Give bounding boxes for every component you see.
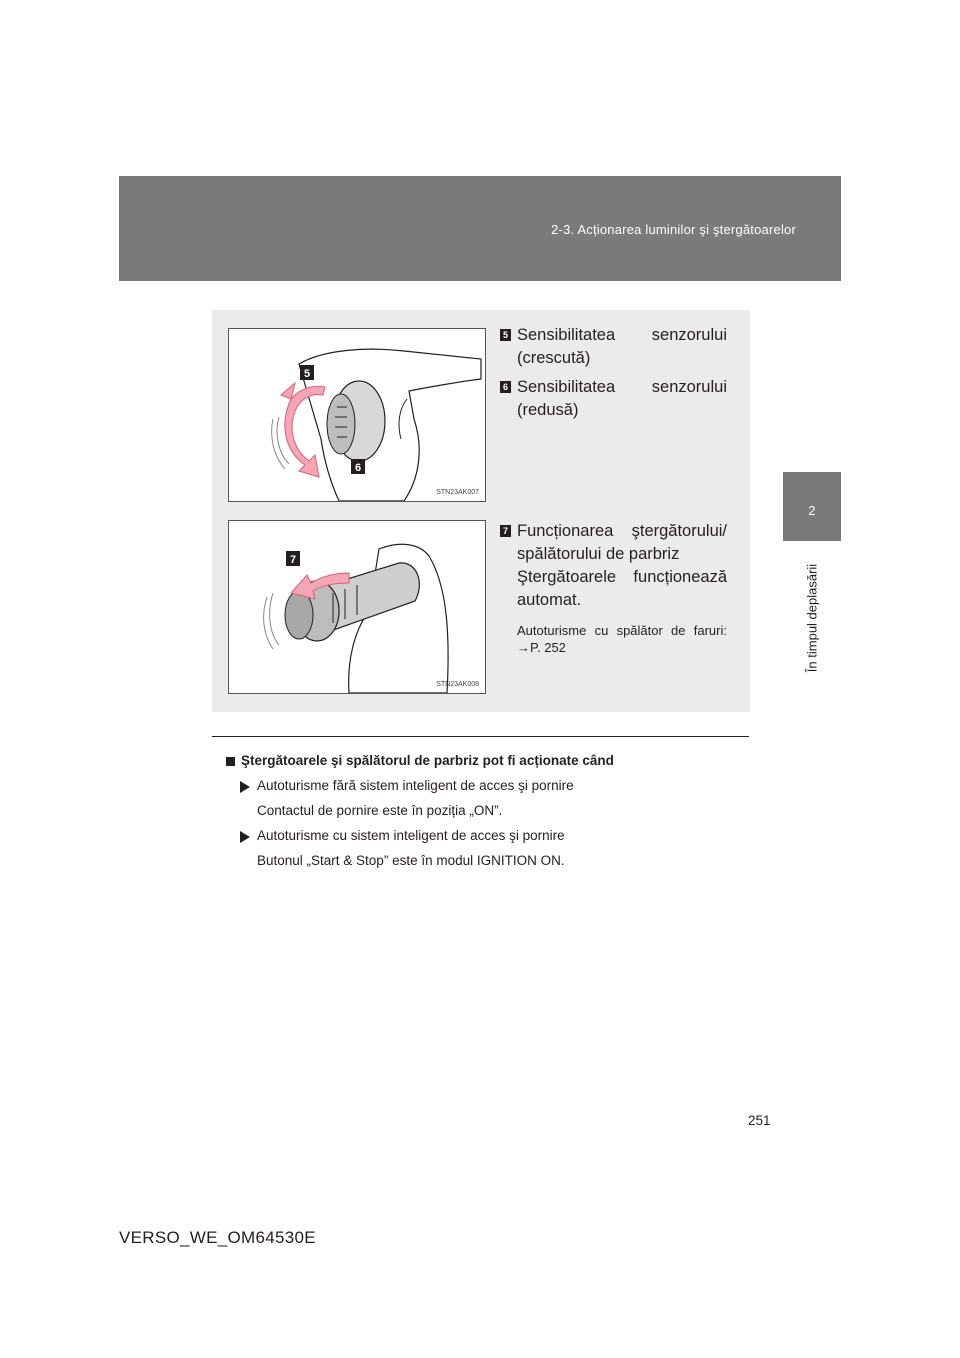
caption-description: Ştergătoarele funcționează automat. bbox=[517, 568, 727, 609]
caption-item-7 bbox=[500, 520, 727, 566]
caption-note: Autoturisme cu spălător de faruri: →P. 252 bbox=[517, 623, 727, 655]
caption-sub: (redusă) bbox=[517, 401, 579, 419]
illustration-panel bbox=[212, 310, 750, 712]
caption-item-5 bbox=[500, 324, 727, 370]
caption-text: Sensibilitatea senzorului bbox=[517, 378, 727, 396]
figure-washer-operation bbox=[228, 520, 486, 694]
figure-code: STN23AK007 bbox=[436, 489, 479, 496]
chapter-label-text: În timpul deplasării bbox=[804, 563, 820, 672]
chapter-tab bbox=[783, 472, 841, 541]
callout-badge: 7 bbox=[500, 525, 511, 537]
chapter-number: 2 bbox=[808, 503, 816, 518]
caption-sub: spălătorului de parbriz bbox=[517, 545, 680, 563]
section-heading: Ştergătoarele şi spălătorul de parbriz pot fi acționate când bbox=[226, 753, 746, 768]
bullet-item: Autoturisme fără sistem inteligent de acces şi pornire bbox=[237, 778, 746, 793]
figure-sensor-sensitivity bbox=[228, 328, 486, 502]
section-divider bbox=[212, 736, 749, 737]
lever-pull-illustration bbox=[229, 521, 485, 693]
callout-badge: 5 bbox=[500, 329, 511, 341]
page-number: 251 bbox=[748, 1113, 771, 1128]
chapter-label bbox=[787, 545, 837, 690]
svg-text:6: 6 bbox=[354, 462, 362, 474]
figure-code: STN23AK008 bbox=[436, 681, 479, 688]
svg-text:7: 7 bbox=[289, 554, 297, 566]
svg-text:5: 5 bbox=[303, 368, 311, 380]
conditions-section bbox=[226, 753, 746, 868]
caption-sub: (crescută) bbox=[517, 349, 591, 367]
section-title: 2-3. Acționarea luminilor şi ştergătoarelor bbox=[551, 222, 796, 237]
bullet-detail: Contactul de pornire este în poziția „ON”. bbox=[257, 803, 503, 818]
bullet-item: Autoturisme cu sistem inteligent de acces şi pornire bbox=[237, 828, 746, 843]
header-bar bbox=[119, 176, 841, 281]
bullet-detail: Butonul „Start & Stop” este în modul IGNITION ON. bbox=[257, 853, 565, 868]
caption-item-6 bbox=[500, 376, 727, 422]
lever-rotation-illustration bbox=[229, 329, 485, 501]
callout-badge: 6 bbox=[500, 381, 511, 393]
caption-text: Funcționarea ştergătorului/ bbox=[517, 522, 727, 540]
caption-figure-1 bbox=[500, 324, 727, 422]
caption-text: Sensibilitatea senzorului bbox=[517, 326, 727, 344]
caption-figure-2 bbox=[500, 520, 727, 656]
document-code: VERSO_WE_OM64530E bbox=[119, 1228, 316, 1247]
